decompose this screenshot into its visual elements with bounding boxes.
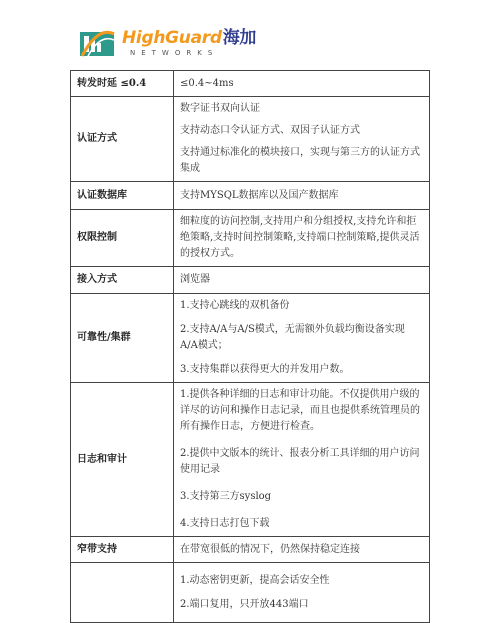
table-row — [71, 97, 430, 182]
table-row — [71, 210, 430, 267]
row-key — [71, 563, 174, 623]
row-value: ≤0.4~4ms — [174, 71, 430, 97]
row-key: 日志和审计 — [71, 383, 174, 537]
table-row — [71, 182, 430, 210]
brand-name-cn: 海加 — [222, 28, 257, 48]
page-header — [0, 0, 500, 70]
brand-tagline: NETWORKS — [130, 49, 219, 57]
row-value: 细粒度的访问控制,支持用户和分组授权,支持允许和拒绝策略,支持时间控制策略,支持端口控制策略,提供灵活的授权方式。 — [174, 210, 430, 267]
table-row — [71, 267, 430, 294]
table-row — [71, 71, 430, 97]
row-key: 窄带支持 — [71, 537, 174, 563]
table-row — [71, 563, 430, 623]
row-key: 认证数据库 — [71, 182, 174, 210]
highguard-logo — [80, 28, 256, 70]
table-row — [71, 294, 430, 383]
table-row — [71, 537, 430, 563]
row-key: 接入方式 — [71, 267, 174, 294]
row-value: 数字证书双向认证 支持动态口令认证方式、双因子认证方式 支持通过标准化的模块接口，实现与第三方的认证方式集成 — [174, 97, 430, 182]
row-key: 权限控制 — [71, 210, 174, 267]
spec-table — [70, 70, 430, 623]
row-value: 支持MYSQL数据库以及国产数据库 — [174, 182, 430, 210]
logo-emblem-icon — [80, 28, 116, 58]
row-value: 1.支持心跳线的双机备份 2.支持A/A与A/S模式，无需额外负载均衡设备实现A/A模式； 3.支持集群以获得更大的并发用户数。 — [174, 294, 430, 383]
table-row — [71, 383, 430, 537]
row-value: 1.提供各种详细的日志和审计功能。不仅提供用户级的详尽的访问和操作日志记录，而且也提供系统管理员的所有操作日志，方便进行检查。 2.提供中文版本的统计、报表分析工具详细的用户访问使用记录 3.支持第三方syslog 4.支持日志打包下载 — [174, 383, 430, 537]
brand-name: HighGuard — [122, 28, 222, 48]
row-key: 认证方式 — [71, 97, 174, 182]
row-value: 1.动态密钥更新，提高会话安全性 2.端口复用，只开放443端口 — [174, 563, 430, 623]
row-key: 转发时延 ≤0.4 — [71, 71, 174, 97]
row-value: 在带宽很低的情况下，仍然保持稳定连接 — [174, 537, 430, 563]
row-value: 浏览器 — [174, 267, 430, 294]
row-key: 可靠性/集群 — [71, 294, 174, 383]
